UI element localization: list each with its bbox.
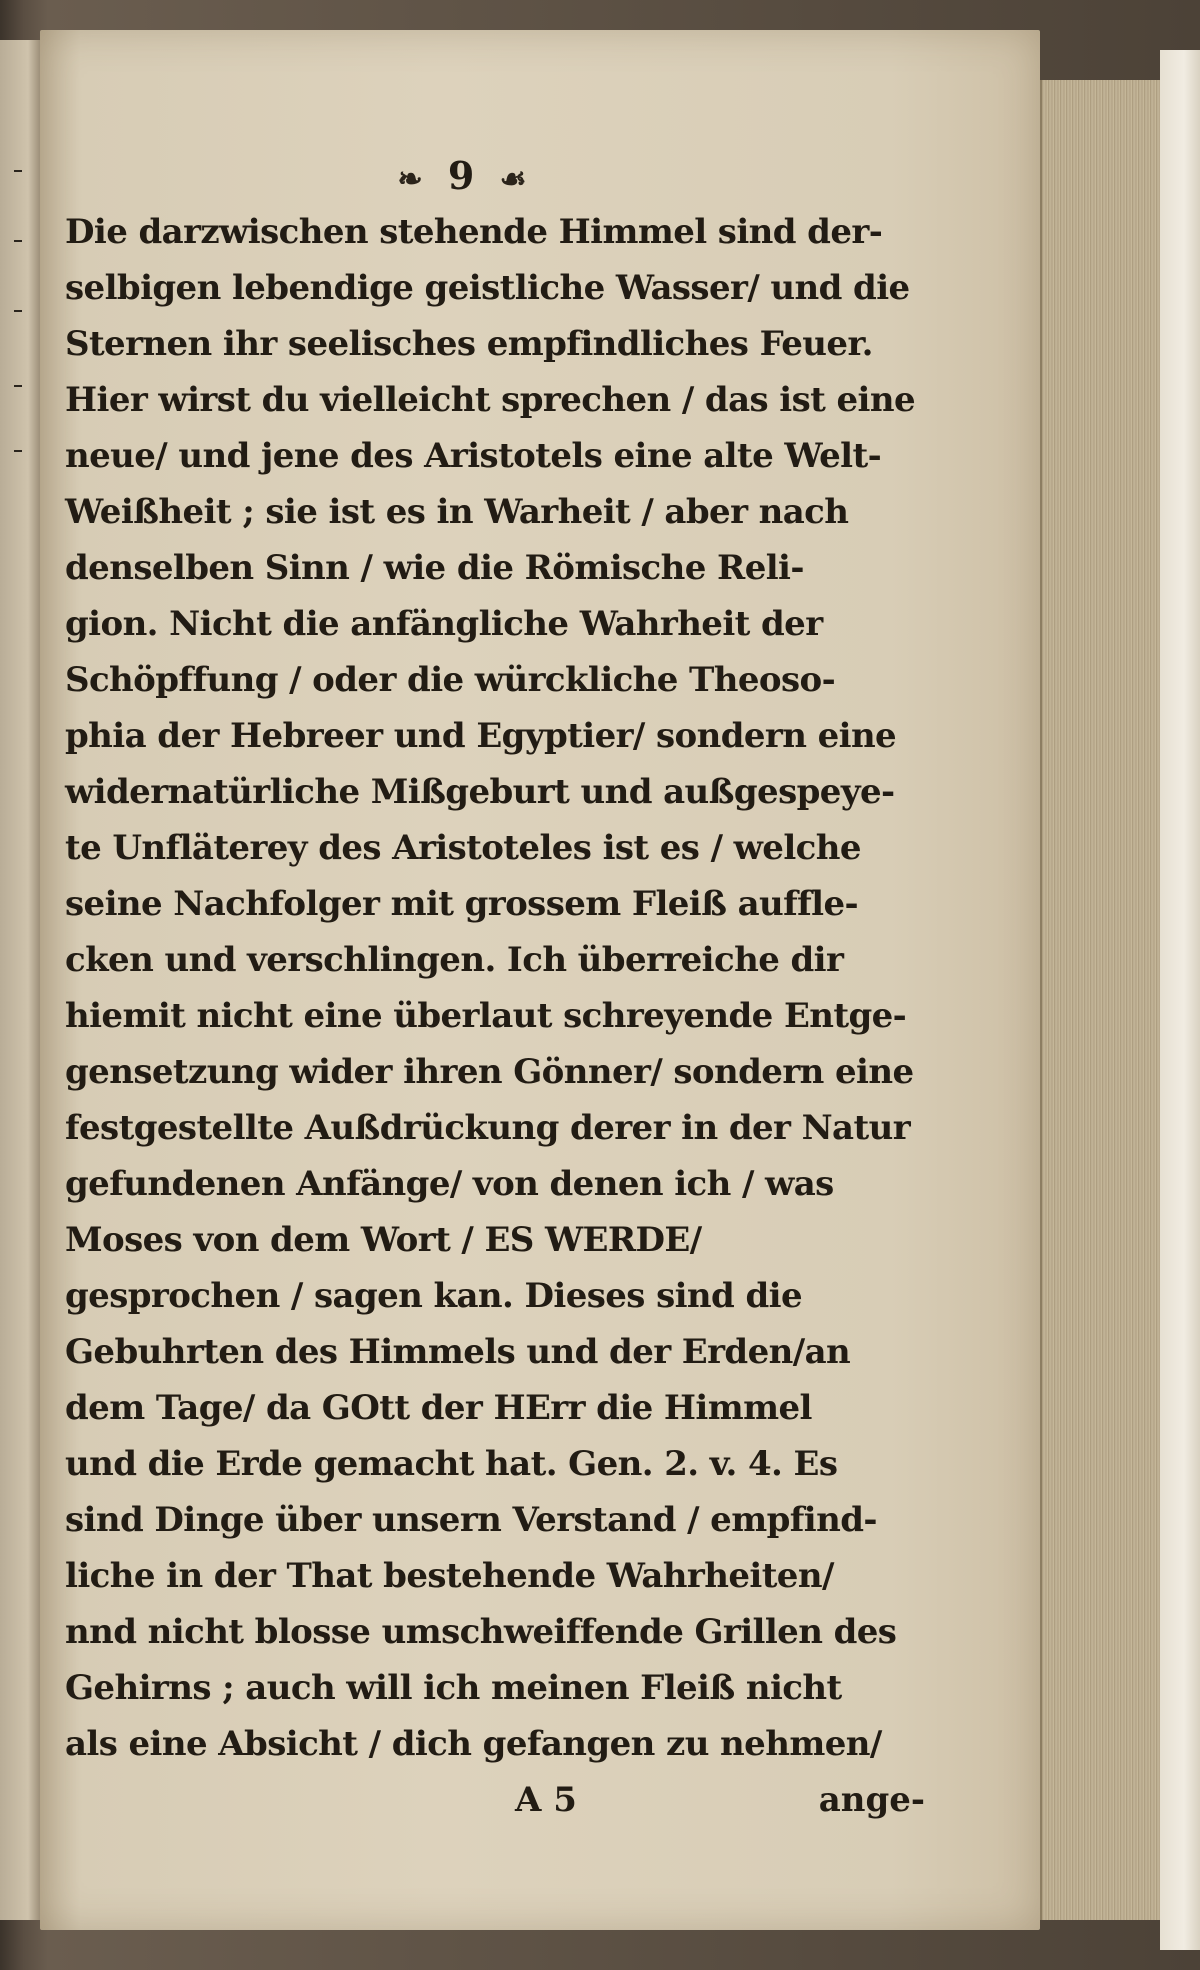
text-line: als eine Absicht / dich gefangen zu nehmen/: [65, 1724, 882, 1764]
signature-mark: A 5: [515, 1780, 577, 1820]
ornament-right-icon: ☙: [499, 162, 533, 197]
catchword: ange-: [818, 1780, 925, 1820]
book-cover-edge: [1160, 50, 1200, 1950]
text-line: te Unfläterey des Aristoteles ist es / welche: [65, 828, 861, 868]
text-line: Schöpffung / oder die würckliche Theoso-: [65, 660, 836, 700]
page-footer: [65, 1772, 925, 1828]
text-lines: [65, 204, 925, 1772]
page-text: [65, 148, 925, 1828]
text-line: selbigen lebendige geistliche Wasser/ und die: [65, 268, 910, 308]
text-line: widernatürliche Mißgeburt und außgespeye-: [65, 772, 895, 812]
text-line: gensetzung wider ihren Gönner/ sondern eine: [65, 1052, 914, 1092]
page-number: 9: [447, 153, 481, 198]
ornament-left-icon: ❧: [397, 162, 429, 197]
text-line: Die darzwischen stehende Himmel sind der-: [65, 212, 883, 252]
page-stack-edge: [1040, 80, 1172, 1920]
page-header: [5, 148, 925, 204]
text-line: Moses von dem Wort / ES WERDE/: [65, 1220, 702, 1260]
text-line: neue/ und jene des Aristotels eine alte Welt-: [65, 436, 882, 476]
text-line: Gehirns ; auch will ich meinen Fleiß nicht: [65, 1668, 842, 1708]
text-line: nnd nicht blosse umschweiffende Grillen des: [65, 1612, 897, 1652]
text-line: phia der Hebreer und Egyptier/ sondern eine: [65, 716, 897, 756]
text-line: und die Erde gemacht hat. Gen. 2. v. 4. Es: [65, 1444, 838, 1484]
text-line: sind Dinge über unsern Verstand / empfind-: [65, 1500, 877, 1540]
text-line: dem Tage/ da GOtt der HErr die Himmel: [65, 1388, 812, 1428]
text-line: festgestellte Außdrückung derer in der Natur: [65, 1108, 911, 1148]
text-line: Hier wirst du vielleicht sprechen / das ist eine: [65, 380, 915, 420]
text-line: Weißheit ; sie ist es in Warheit / aber nach: [65, 492, 849, 532]
text-line: gesprochen / sagen kan. Dieses sind die: [65, 1276, 802, 1316]
left-page-edge: [0, 40, 40, 1920]
text-line: denselben Sinn / wie die Römische Reli-: [65, 548, 804, 588]
text-line: gion. Nicht die anfängliche Wahrheit der: [65, 604, 823, 644]
text-line: seine Nachfolger mit grossem Fleiß auffle-: [65, 884, 859, 924]
text-line: hiemit nicht eine überlaut schreyende Entge-: [65, 996, 907, 1036]
text-line: cken und verschlingen. Ich überreiche dir: [65, 940, 844, 980]
text-line: Gebuhrten des Himmels und der Erden/an: [65, 1332, 851, 1372]
text-line: Sternen ihr seelisches empfindliches Feuer.: [65, 324, 873, 364]
text-line: liche in der That bestehende Wahrheiten/: [65, 1556, 834, 1596]
text-line: gefundenen Anfänge/ von denen ich / was: [65, 1164, 834, 1204]
